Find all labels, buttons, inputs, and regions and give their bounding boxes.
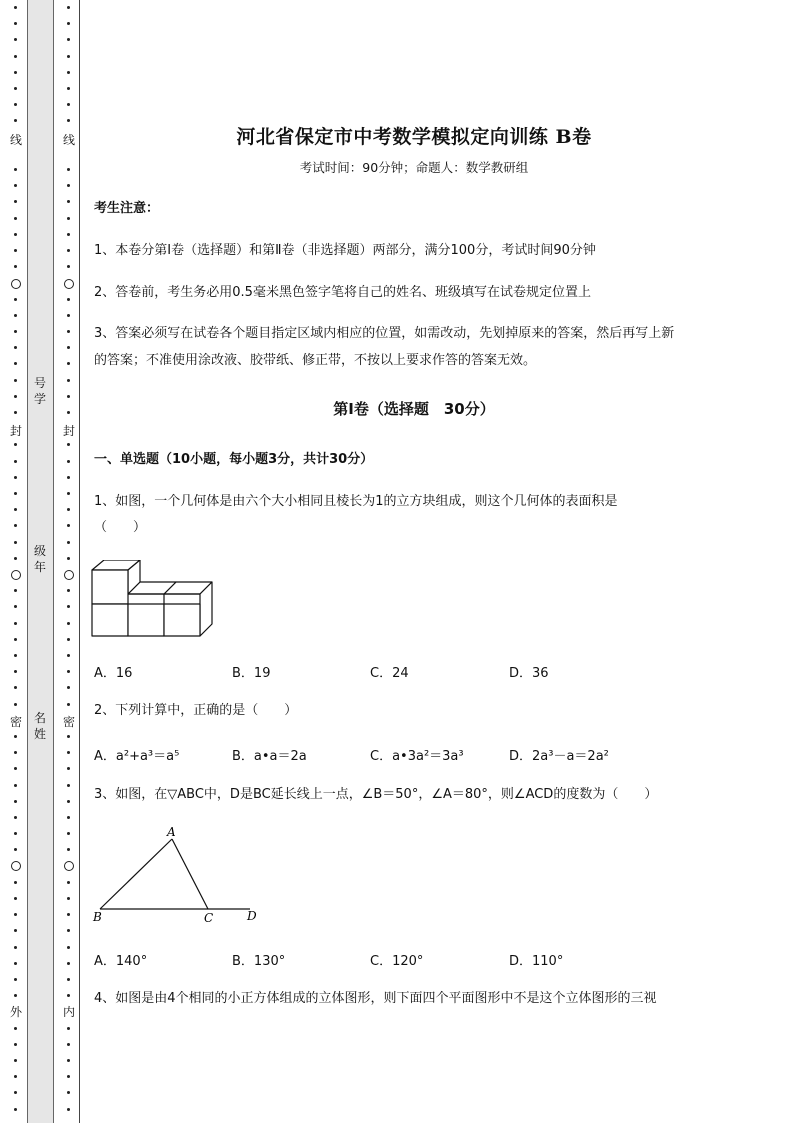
margin-mark-wai: 外	[9, 1005, 22, 1019]
margin-dot	[67, 557, 70, 560]
margin-dot	[67, 800, 70, 803]
q2-option-b: B．a•a＝2a	[232, 749, 307, 764]
q2-option-d: D．2a³－a＝2a²	[509, 749, 609, 764]
field-label-name: 名姓	[33, 711, 46, 741]
margin-dot	[67, 622, 70, 625]
margin-dot	[67, 200, 70, 203]
margin-dot	[67, 832, 70, 835]
notice-item-2: 2、答卷前，考生务必用0.5毫米黑色签字笔将自己的姓名、班级填写在试卷规定位置上	[94, 285, 591, 300]
margin-dot	[14, 71, 17, 74]
notice-item-1: 1、本卷分第I卷（选择题）和第Ⅱ卷（非选择题）两部分，满分100分，考试时间90分钟	[94, 243, 596, 258]
margin-dot	[67, 946, 70, 949]
margin-dot	[67, 1059, 70, 1062]
margin-circle	[11, 279, 21, 289]
margin-mark-xian-inner: 线	[62, 133, 75, 147]
margin-dot	[14, 848, 17, 851]
q3-label-a: A	[167, 825, 176, 839]
margin-dot	[67, 978, 70, 981]
section-title: 第I卷（选择题 30分）	[333, 400, 495, 418]
margin-dot	[14, 168, 17, 171]
q2-option-a: A．a²+a³＝a⁵	[94, 749, 180, 764]
q3-option-a: A．140°	[94, 954, 148, 969]
margin-dot	[14, 1075, 17, 1078]
margin-circle	[64, 279, 74, 289]
margin-dot	[14, 605, 17, 608]
q3-option-c: C．120°	[370, 954, 424, 969]
margin-dot	[67, 168, 70, 171]
margin-dot	[14, 298, 17, 301]
margin-dot	[14, 994, 17, 997]
margin-dot	[67, 816, 70, 819]
q2-stem: 2、下列计算中，正确的是（ ）	[94, 703, 298, 718]
margin-mark-mi-outer: 密	[9, 715, 22, 729]
notice-heading: 考生注意：	[94, 201, 160, 216]
margin-dot	[67, 330, 70, 333]
margin-dot	[14, 557, 17, 560]
margin-dot	[14, 800, 17, 803]
margin-dot	[67, 22, 70, 25]
q3-label-d: D	[247, 909, 257, 923]
margin-dot	[67, 346, 70, 349]
binding-dots-inner	[65, 0, 73, 1123]
margin-dot	[14, 87, 17, 90]
margin-dot	[67, 929, 70, 932]
margin-dot	[67, 686, 70, 689]
margin-dot	[67, 184, 70, 187]
margin-dot	[14, 346, 17, 349]
q1-stem: 1、如图，一个几何体是由六个大小相同且棱长为1的立方块组成，则这个几何体的表面积是	[94, 494, 618, 509]
margin-dot	[14, 816, 17, 819]
margin-dot	[14, 314, 17, 317]
q4-stem: 4、如图是由4个相同的小正方体组成的立体图形，则下面四个平面图形中不是这个立体图形的三视	[94, 991, 657, 1006]
margin-dot	[14, 962, 17, 965]
margin-dot	[14, 265, 17, 268]
margin-dot	[14, 55, 17, 58]
margin-dot	[14, 184, 17, 187]
margin-dot	[67, 508, 70, 511]
margin-dot	[67, 265, 70, 268]
margin-dot	[67, 443, 70, 446]
margin-dot	[67, 994, 70, 997]
q1-option-d: D．36	[509, 666, 549, 681]
margin-dot	[67, 913, 70, 916]
margin-dot	[14, 233, 17, 236]
margin-dot	[14, 508, 17, 511]
page-title: 河北省保定市中考数学模拟定向训练 B卷	[236, 126, 592, 148]
margin-dot	[67, 1108, 70, 1111]
margin-dot	[14, 978, 17, 981]
margin-dot	[14, 330, 17, 333]
notice-item-3-cont: 的答案；不准使用涂改液、胶带纸、修正带，不按以上要求作答的答案无效。	[94, 353, 537, 368]
q3-stem: 3、如图，在▽ABC中，D是BC延长线上一点，∠B＝50°，∠A＝80°，则∠ACD的度数为（ ）	[94, 787, 658, 802]
margin-dot	[14, 492, 17, 495]
margin-mark-feng-inner: 封	[62, 424, 75, 438]
part-heading: 一、单选题（10小题，每小题3分，共计30分）	[94, 452, 374, 467]
margin-dot	[14, 200, 17, 203]
margin-dot	[67, 589, 70, 592]
binding-dots-outer	[12, 0, 20, 1123]
margin-mark-nei: 内	[62, 1005, 75, 1019]
margin-dot	[14, 362, 17, 365]
margin-dot	[14, 443, 17, 446]
margin-dot	[67, 541, 70, 544]
margin-dot	[67, 298, 70, 301]
margin-dot	[67, 314, 70, 317]
margin-dot	[67, 233, 70, 236]
margin-dot	[14, 654, 17, 657]
margin-dot	[67, 6, 70, 9]
margin-dot	[67, 1075, 70, 1078]
margin-dot	[14, 686, 17, 689]
margin-dot	[14, 476, 17, 479]
margin-dot	[14, 735, 17, 738]
notice-item-3: 3、答案必须写在试卷各个题目指定区域内相应的位置，如需改动，先划掉原来的答案，然后再写上新	[94, 326, 675, 341]
margin-dot	[67, 638, 70, 641]
margin-dot	[67, 735, 70, 738]
margin-circle	[11, 861, 21, 871]
margin-dot	[14, 784, 17, 787]
margin-dot	[14, 395, 17, 398]
page-subtitle: 考试时间：90分钟；命题人：数学教研组	[299, 160, 529, 175]
margin-dot	[14, 929, 17, 932]
margin-dot	[14, 541, 17, 544]
margin-dot	[14, 913, 17, 916]
margin-dot	[14, 103, 17, 106]
margin-dot	[14, 767, 17, 770]
margin-dot	[67, 784, 70, 787]
q1-option-c: C．24	[370, 666, 409, 681]
margin-dot	[14, 1027, 17, 1030]
margin-dot	[67, 362, 70, 365]
margin-dot	[67, 654, 70, 657]
q3-label-c: C	[204, 911, 214, 925]
margin-dot	[14, 832, 17, 835]
q1-stem-paren: （ ）	[94, 520, 147, 535]
margin-dot	[14, 638, 17, 641]
margin-dot	[14, 670, 17, 673]
margin-dot	[67, 1091, 70, 1094]
margin-dot	[14, 897, 17, 900]
margin-dot	[67, 751, 70, 754]
margin-dot	[67, 476, 70, 479]
margin-dot	[67, 605, 70, 608]
q2-option-c: C．a•3a²＝3a³	[370, 749, 464, 764]
margin-dot	[14, 622, 17, 625]
q3-option-d: D．110°	[509, 954, 564, 969]
margin-dot	[67, 492, 70, 495]
margin-dot	[67, 217, 70, 220]
margin-dot	[14, 589, 17, 592]
field-label-student-number: 号学	[33, 376, 46, 406]
q1-option-b: B．19	[232, 666, 271, 681]
margin-dot	[67, 1027, 70, 1030]
margin-dot	[14, 22, 17, 25]
margin-dot	[14, 1043, 17, 1046]
margin-dot	[67, 119, 70, 122]
margin-mark-mi-inner: 密	[62, 715, 75, 729]
margin-dot	[14, 119, 17, 122]
margin-dot	[67, 897, 70, 900]
margin-dot	[67, 38, 70, 41]
margin-dot	[14, 524, 17, 527]
margin-dot	[67, 395, 70, 398]
margin-mark-xian-outer: 线	[9, 133, 22, 147]
margin-dot	[67, 767, 70, 770]
margin-circle	[64, 861, 74, 871]
margin-dot	[67, 55, 70, 58]
margin-circle	[11, 570, 21, 580]
margin-dot	[14, 1059, 17, 1062]
margin-dot	[14, 946, 17, 949]
margin-dot	[14, 379, 17, 382]
field-label-grade: 级年	[33, 544, 46, 574]
margin-dot	[14, 6, 17, 9]
margin-dot	[67, 103, 70, 106]
q1-cube-figure	[90, 560, 232, 640]
margin-dot	[67, 848, 70, 851]
margin-dot	[67, 1043, 70, 1046]
margin-dot	[14, 217, 17, 220]
margin-circle	[64, 570, 74, 580]
margin-dot	[67, 87, 70, 90]
margin-dot	[67, 71, 70, 74]
margin-dot	[14, 881, 17, 884]
q3-option-b: B．130°	[232, 954, 286, 969]
margin-dot	[14, 249, 17, 252]
margin-mark-feng-outer: 封	[9, 424, 22, 438]
binding-line	[79, 0, 80, 1123]
margin-dot	[14, 703, 17, 706]
margin-dot	[14, 1108, 17, 1111]
margin-dot	[14, 411, 17, 414]
q3-label-b: B	[93, 910, 102, 924]
margin-dot	[67, 379, 70, 382]
margin-dot	[67, 249, 70, 252]
margin-dot	[67, 670, 70, 673]
margin-dot	[67, 411, 70, 414]
margin-dot	[14, 460, 17, 463]
q1-option-a: A．16	[94, 666, 133, 681]
margin-dot	[67, 962, 70, 965]
q3-triangle-figure	[90, 822, 270, 932]
margin-dot	[67, 881, 70, 884]
margin-dot	[14, 1091, 17, 1094]
margin-dot	[67, 703, 70, 706]
margin-dot	[14, 38, 17, 41]
margin-dot	[67, 524, 70, 527]
margin-dot	[67, 460, 70, 463]
margin-dot	[14, 751, 17, 754]
